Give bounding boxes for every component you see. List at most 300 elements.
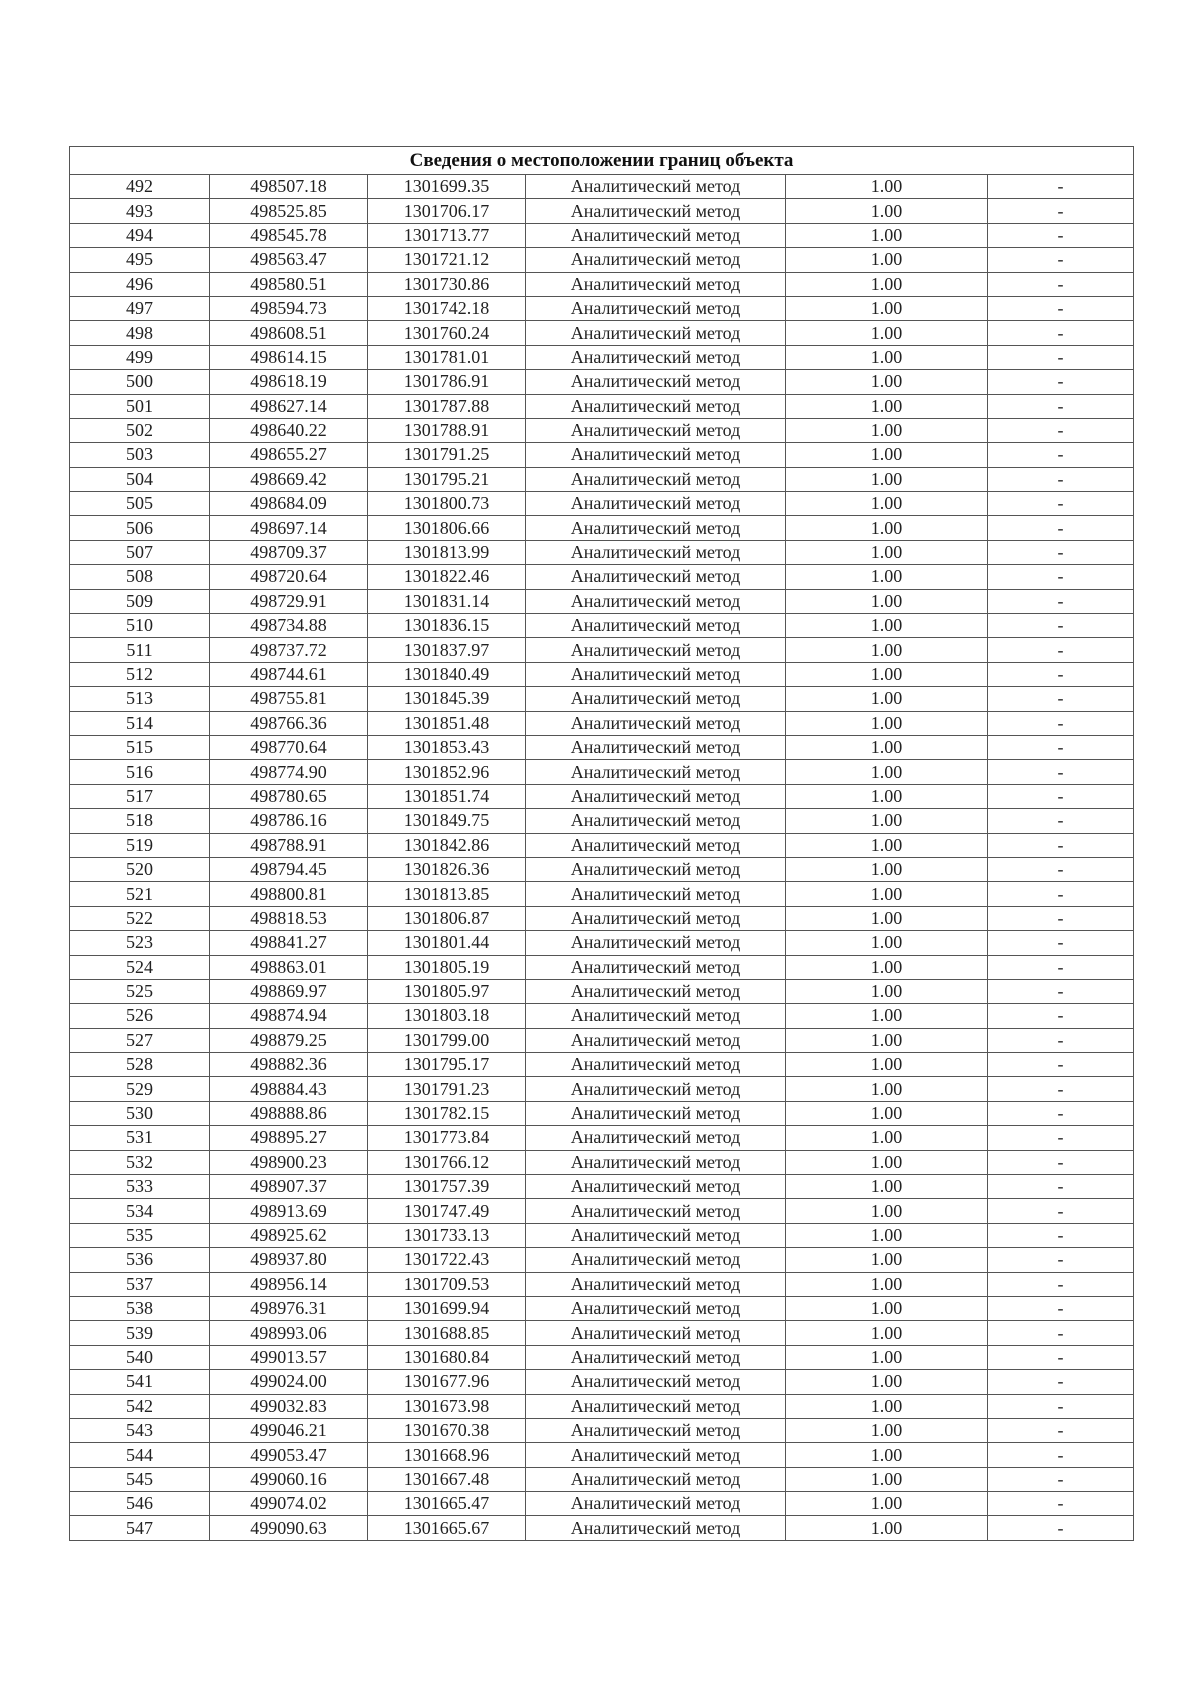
point-number-cell: 502 [70, 418, 210, 442]
description-cell: - [988, 1418, 1134, 1442]
table-row [70, 1248, 1134, 1272]
point-number-cell: 525 [70, 979, 210, 1003]
table-row [70, 833, 1134, 857]
point-number-cell: 529 [70, 1077, 210, 1101]
point-number-cell: 530 [70, 1101, 210, 1125]
method-cell: Аналитический метод [526, 1077, 786, 1101]
point-number-cell: 494 [70, 223, 210, 247]
point-number-cell: 546 [70, 1492, 210, 1516]
method-cell: Аналитический метод [526, 1272, 786, 1296]
x-coordinate-cell: 498884.43 [210, 1077, 368, 1101]
precision-cell: 1.00 [786, 321, 988, 345]
point-number-cell: 496 [70, 272, 210, 296]
method-cell: Аналитический метод [526, 1370, 786, 1394]
table-row [70, 784, 1134, 808]
description-cell: - [988, 760, 1134, 784]
x-coordinate-cell: 499024.00 [210, 1370, 368, 1394]
table-row [70, 175, 1134, 199]
point-number-cell: 535 [70, 1223, 210, 1247]
y-coordinate-cell: 1301680.84 [368, 1345, 526, 1369]
y-coordinate-cell: 1301800.73 [368, 492, 526, 516]
table-title: Сведения о местоположении границ объекта [70, 147, 1134, 175]
x-coordinate-cell: 499060.16 [210, 1467, 368, 1491]
method-cell: Аналитический метод [526, 540, 786, 564]
table-row [70, 931, 1134, 955]
point-number-cell: 540 [70, 1345, 210, 1369]
y-coordinate-cell: 1301786.91 [368, 370, 526, 394]
x-coordinate-cell: 498841.27 [210, 931, 368, 955]
description-cell: - [988, 784, 1134, 808]
point-number-cell: 528 [70, 1053, 210, 1077]
x-coordinate-cell: 498874.94 [210, 1004, 368, 1028]
y-coordinate-cell: 1301795.17 [368, 1053, 526, 1077]
point-number-cell: 545 [70, 1467, 210, 1491]
method-cell: Аналитический метод [526, 589, 786, 613]
x-coordinate-cell: 498900.23 [210, 1150, 368, 1174]
point-number-cell: 531 [70, 1126, 210, 1150]
x-coordinate-cell: 498734.88 [210, 614, 368, 638]
description-cell: - [988, 443, 1134, 467]
description-cell: - [988, 857, 1134, 881]
precision-cell: 1.00 [786, 272, 988, 296]
method-cell: Аналитический метод [526, 272, 786, 296]
description-cell: - [988, 370, 1134, 394]
table-row [70, 492, 1134, 516]
point-number-cell: 508 [70, 565, 210, 589]
table-row [70, 540, 1134, 564]
point-number-cell: 511 [70, 638, 210, 662]
precision-cell: 1.00 [786, 223, 988, 247]
precision-cell: 1.00 [786, 1492, 988, 1516]
point-number-cell: 510 [70, 614, 210, 638]
description-cell: - [988, 492, 1134, 516]
description-cell: - [988, 638, 1134, 662]
method-cell: Аналитический метод [526, 296, 786, 320]
y-coordinate-cell: 1301849.75 [368, 809, 526, 833]
precision-cell: 1.00 [786, 467, 988, 491]
y-coordinate-cell: 1301757.39 [368, 1175, 526, 1199]
y-coordinate-cell: 1301852.96 [368, 760, 526, 784]
table-row [70, 614, 1134, 638]
table-row [70, 882, 1134, 906]
y-coordinate-cell: 1301813.99 [368, 540, 526, 564]
method-cell: Аналитический метод [526, 443, 786, 467]
x-coordinate-cell: 498869.97 [210, 979, 368, 1003]
y-coordinate-cell: 1301688.85 [368, 1321, 526, 1345]
x-coordinate-cell: 498888.86 [210, 1101, 368, 1125]
point-number-cell: 500 [70, 370, 210, 394]
method-cell: Аналитический метод [526, 1296, 786, 1320]
description-cell: - [988, 345, 1134, 369]
method-cell: Аналитический метод [526, 565, 786, 589]
table-row [70, 296, 1134, 320]
precision-cell: 1.00 [786, 1248, 988, 1272]
method-cell: Аналитический метод [526, 1492, 786, 1516]
description-cell: - [988, 565, 1134, 589]
x-coordinate-cell: 499053.47 [210, 1443, 368, 1467]
table-row [70, 272, 1134, 296]
table-row [70, 1394, 1134, 1418]
table-body [70, 175, 1134, 1541]
precision-cell: 1.00 [786, 1516, 988, 1540]
x-coordinate-cell: 498818.53 [210, 906, 368, 930]
x-coordinate-cell: 498788.91 [210, 833, 368, 857]
y-coordinate-cell: 1301836.15 [368, 614, 526, 638]
description-cell: - [988, 1150, 1134, 1174]
x-coordinate-cell: 498786.16 [210, 809, 368, 833]
description-cell: - [988, 540, 1134, 564]
description-cell: - [988, 1028, 1134, 1052]
point-number-cell: 524 [70, 955, 210, 979]
method-cell: Аналитический метод [526, 931, 786, 955]
description-cell: - [988, 321, 1134, 345]
table-row [70, 199, 1134, 223]
table-row [70, 1077, 1134, 1101]
method-cell: Аналитический метод [526, 199, 786, 223]
description-cell: - [988, 687, 1134, 711]
x-coordinate-cell: 498744.61 [210, 662, 368, 686]
table-row [70, 735, 1134, 759]
precision-cell: 1.00 [786, 906, 988, 930]
precision-cell: 1.00 [786, 492, 988, 516]
x-coordinate-cell: 498737.72 [210, 638, 368, 662]
point-number-cell: 495 [70, 248, 210, 272]
precision-cell: 1.00 [786, 1077, 988, 1101]
description-cell: - [988, 931, 1134, 955]
table-row [70, 1321, 1134, 1345]
method-cell: Аналитический метод [526, 175, 786, 199]
method-cell: Аналитический метод [526, 955, 786, 979]
y-coordinate-cell: 1301840.49 [368, 662, 526, 686]
description-cell: - [988, 1516, 1134, 1540]
method-cell: Аналитический метод [526, 418, 786, 442]
y-coordinate-cell: 1301706.17 [368, 199, 526, 223]
y-coordinate-cell: 1301853.43 [368, 735, 526, 759]
table-row [70, 1053, 1134, 1077]
description-cell: - [988, 516, 1134, 540]
point-number-cell: 542 [70, 1394, 210, 1418]
description-cell: - [988, 1248, 1134, 1272]
table-row [70, 1004, 1134, 1028]
method-cell: Аналитический метод [526, 1223, 786, 1247]
y-coordinate-cell: 1301805.97 [368, 979, 526, 1003]
y-coordinate-cell: 1301805.19 [368, 955, 526, 979]
description-cell: - [988, 175, 1134, 199]
precision-cell: 1.00 [786, 662, 988, 686]
table-row [70, 1418, 1134, 1442]
precision-cell: 1.00 [786, 857, 988, 881]
y-coordinate-cell: 1301845.39 [368, 687, 526, 711]
y-coordinate-cell: 1301851.48 [368, 711, 526, 735]
description-cell: - [988, 1345, 1134, 1369]
description-cell: - [988, 809, 1134, 833]
description-cell: - [988, 735, 1134, 759]
method-cell: Аналитический метод [526, 1443, 786, 1467]
precision-cell: 1.00 [786, 1370, 988, 1394]
precision-cell: 1.00 [786, 199, 988, 223]
point-number-cell: 504 [70, 467, 210, 491]
point-number-cell: 523 [70, 931, 210, 955]
point-number-cell: 493 [70, 199, 210, 223]
x-coordinate-cell: 498627.14 [210, 394, 368, 418]
description-cell: - [988, 614, 1134, 638]
precision-cell: 1.00 [786, 540, 988, 564]
method-cell: Аналитический метод [526, 1028, 786, 1052]
table-row [70, 1272, 1134, 1296]
x-coordinate-cell: 498709.37 [210, 540, 368, 564]
description-cell: - [988, 272, 1134, 296]
x-coordinate-cell: 499032.83 [210, 1394, 368, 1418]
method-cell: Аналитический метод [526, 248, 786, 272]
method-cell: Аналитический метод [526, 1345, 786, 1369]
x-coordinate-cell: 498563.47 [210, 248, 368, 272]
point-number-cell: 517 [70, 784, 210, 808]
y-coordinate-cell: 1301730.86 [368, 272, 526, 296]
point-number-cell: 501 [70, 394, 210, 418]
x-coordinate-cell: 499090.63 [210, 1516, 368, 1540]
table-row [70, 223, 1134, 247]
x-coordinate-cell: 498614.15 [210, 345, 368, 369]
y-coordinate-cell: 1301665.67 [368, 1516, 526, 1540]
x-coordinate-cell: 498655.27 [210, 443, 368, 467]
method-cell: Аналитический метод [526, 1248, 786, 1272]
point-number-cell: 541 [70, 1370, 210, 1394]
method-cell: Аналитический метод [526, 1175, 786, 1199]
method-cell: Аналитический метод [526, 223, 786, 247]
x-coordinate-cell: 498879.25 [210, 1028, 368, 1052]
description-cell: - [988, 1467, 1134, 1491]
point-number-cell: 498 [70, 321, 210, 345]
point-number-cell: 547 [70, 1516, 210, 1540]
x-coordinate-cell: 498545.78 [210, 223, 368, 247]
precision-cell: 1.00 [786, 809, 988, 833]
method-cell: Аналитический метод [526, 1418, 786, 1442]
y-coordinate-cell: 1301709.53 [368, 1272, 526, 1296]
point-number-cell: 519 [70, 833, 210, 857]
x-coordinate-cell: 499046.21 [210, 1418, 368, 1442]
method-cell: Аналитический метод [526, 516, 786, 540]
precision-cell: 1.00 [786, 955, 988, 979]
point-number-cell: 507 [70, 540, 210, 564]
table-row [70, 1370, 1134, 1394]
x-coordinate-cell: 498755.81 [210, 687, 368, 711]
table-row [70, 516, 1134, 540]
precision-cell: 1.00 [786, 516, 988, 540]
precision-cell: 1.00 [786, 1272, 988, 1296]
method-cell: Аналитический метод [526, 345, 786, 369]
x-coordinate-cell: 498640.22 [210, 418, 368, 442]
precision-cell: 1.00 [786, 931, 988, 955]
precision-cell: 1.00 [786, 614, 988, 638]
precision-cell: 1.00 [786, 296, 988, 320]
precision-cell: 1.00 [786, 1150, 988, 1174]
method-cell: Аналитический метод [526, 1199, 786, 1223]
description-cell: - [988, 882, 1134, 906]
precision-cell: 1.00 [786, 735, 988, 759]
description-cell: - [988, 711, 1134, 735]
table-row [70, 979, 1134, 1003]
x-coordinate-cell: 498684.09 [210, 492, 368, 516]
point-number-cell: 512 [70, 662, 210, 686]
table-row [70, 955, 1134, 979]
description-cell: - [988, 906, 1134, 930]
y-coordinate-cell: 1301699.94 [368, 1296, 526, 1320]
precision-cell: 1.00 [786, 175, 988, 199]
method-cell: Аналитический метод [526, 1126, 786, 1150]
x-coordinate-cell: 498525.85 [210, 199, 368, 223]
precision-cell: 1.00 [786, 589, 988, 613]
description-cell: - [988, 1272, 1134, 1296]
precision-cell: 1.00 [786, 1321, 988, 1345]
y-coordinate-cell: 1301760.24 [368, 321, 526, 345]
y-coordinate-cell: 1301699.35 [368, 175, 526, 199]
point-number-cell: 505 [70, 492, 210, 516]
table-row [70, 1345, 1134, 1369]
x-coordinate-cell: 498774.90 [210, 760, 368, 784]
description-cell: - [988, 1053, 1134, 1077]
precision-cell: 1.00 [786, 565, 988, 589]
description-cell: - [988, 296, 1134, 320]
y-coordinate-cell: 1301722.43 [368, 1248, 526, 1272]
method-cell: Аналитический метод [526, 638, 786, 662]
table-row [70, 467, 1134, 491]
y-coordinate-cell: 1301742.18 [368, 296, 526, 320]
description-cell: - [988, 833, 1134, 857]
table-row [70, 638, 1134, 662]
y-coordinate-cell: 1301837.97 [368, 638, 526, 662]
method-cell: Аналитический метод [526, 809, 786, 833]
precision-cell: 1.00 [786, 1418, 988, 1442]
y-coordinate-cell: 1301721.12 [368, 248, 526, 272]
table-row [70, 589, 1134, 613]
description-cell: - [988, 955, 1134, 979]
table-row [70, 1150, 1134, 1174]
method-cell: Аналитический метод [526, 906, 786, 930]
y-coordinate-cell: 1301713.77 [368, 223, 526, 247]
method-cell: Аналитический метод [526, 394, 786, 418]
table-row [70, 1028, 1134, 1052]
point-number-cell: 503 [70, 443, 210, 467]
precision-cell: 1.00 [786, 248, 988, 272]
x-coordinate-cell: 498766.36 [210, 711, 368, 735]
y-coordinate-cell: 1301799.00 [368, 1028, 526, 1052]
precision-cell: 1.00 [786, 638, 988, 662]
method-cell: Аналитический метод [526, 1467, 786, 1491]
precision-cell: 1.00 [786, 394, 988, 418]
description-cell: - [988, 1370, 1134, 1394]
method-cell: Аналитический метод [526, 492, 786, 516]
description-cell: - [988, 979, 1134, 1003]
method-cell: Аналитический метод [526, 614, 786, 638]
description-cell: - [988, 589, 1134, 613]
table-row [70, 1516, 1134, 1540]
point-number-cell: 513 [70, 687, 210, 711]
description-cell: - [988, 1175, 1134, 1199]
precision-cell: 1.00 [786, 1443, 988, 1467]
y-coordinate-cell: 1301670.38 [368, 1418, 526, 1442]
method-cell: Аналитический метод [526, 882, 786, 906]
x-coordinate-cell: 498882.36 [210, 1053, 368, 1077]
table-row [70, 1101, 1134, 1125]
table-row [70, 345, 1134, 369]
y-coordinate-cell: 1301788.91 [368, 418, 526, 442]
x-coordinate-cell: 498608.51 [210, 321, 368, 345]
y-coordinate-cell: 1301826.36 [368, 857, 526, 881]
x-coordinate-cell: 498895.27 [210, 1126, 368, 1150]
x-coordinate-cell: 498925.62 [210, 1223, 368, 1247]
method-cell: Аналитический метод [526, 857, 786, 881]
description-cell: - [988, 1126, 1134, 1150]
description-cell: - [988, 1199, 1134, 1223]
point-number-cell: 499 [70, 345, 210, 369]
method-cell: Аналитический метод [526, 784, 786, 808]
method-cell: Аналитический метод [526, 1004, 786, 1028]
precision-cell: 1.00 [786, 1053, 988, 1077]
method-cell: Аналитический метод [526, 321, 786, 345]
description-cell: - [988, 1004, 1134, 1028]
y-coordinate-cell: 1301822.46 [368, 565, 526, 589]
y-coordinate-cell: 1301787.88 [368, 394, 526, 418]
method-cell: Аналитический метод [526, 833, 786, 857]
point-number-cell: 522 [70, 906, 210, 930]
method-cell: Аналитический метод [526, 467, 786, 491]
table-row [70, 443, 1134, 467]
table-row [70, 370, 1134, 394]
precision-cell: 1.00 [786, 1467, 988, 1491]
x-coordinate-cell: 498993.06 [210, 1321, 368, 1345]
x-coordinate-cell: 498907.37 [210, 1175, 368, 1199]
point-number-cell: 497 [70, 296, 210, 320]
table-row [70, 857, 1134, 881]
x-coordinate-cell: 498669.42 [210, 467, 368, 491]
description-cell: - [988, 1443, 1134, 1467]
x-coordinate-cell: 498976.31 [210, 1296, 368, 1320]
y-coordinate-cell: 1301766.12 [368, 1150, 526, 1174]
table-row [70, 809, 1134, 833]
point-number-cell: 538 [70, 1296, 210, 1320]
precision-cell: 1.00 [786, 1296, 988, 1320]
precision-cell: 1.00 [786, 345, 988, 369]
description-cell: - [988, 223, 1134, 247]
x-coordinate-cell: 498697.14 [210, 516, 368, 540]
table-row [70, 1223, 1134, 1247]
point-number-cell: 518 [70, 809, 210, 833]
description-cell: - [988, 394, 1134, 418]
table-row [70, 418, 1134, 442]
y-coordinate-cell: 1301851.74 [368, 784, 526, 808]
precision-cell: 1.00 [786, 784, 988, 808]
description-cell: - [988, 1077, 1134, 1101]
method-cell: Аналитический метод [526, 370, 786, 394]
point-number-cell: 526 [70, 1004, 210, 1028]
y-coordinate-cell: 1301806.87 [368, 906, 526, 930]
table-row [70, 321, 1134, 345]
x-coordinate-cell: 498594.73 [210, 296, 368, 320]
x-coordinate-cell: 499074.02 [210, 1492, 368, 1516]
method-cell: Аналитический метод [526, 979, 786, 1003]
description-cell: - [988, 1101, 1134, 1125]
description-cell: - [988, 199, 1134, 223]
point-number-cell: 543 [70, 1418, 210, 1442]
precision-cell: 1.00 [786, 1199, 988, 1223]
x-coordinate-cell: 498800.81 [210, 882, 368, 906]
point-number-cell: 492 [70, 175, 210, 199]
method-cell: Аналитический метод [526, 1150, 786, 1174]
y-coordinate-cell: 1301842.86 [368, 833, 526, 857]
y-coordinate-cell: 1301803.18 [368, 1004, 526, 1028]
precision-cell: 1.00 [786, 1345, 988, 1369]
point-number-cell: 521 [70, 882, 210, 906]
